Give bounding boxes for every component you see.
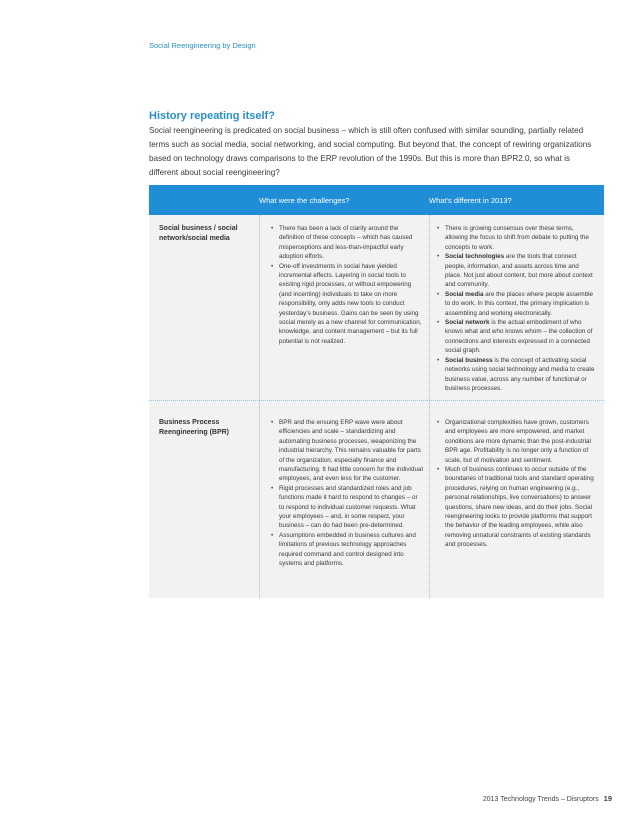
list-item: • Social media are the places where people assemble to do work. In this context, the primary implication is assembling and working electronically. bbox=[437, 290, 594, 317]
list-item: • Social network is the actual embodiment of who knows what and who knows whom – the collection of connections and interests expressed in a connected social graph. bbox=[437, 319, 593, 355]
list-item: • Rigid processes and standardized roles and job functions made it hard to respond to changes – or to respond to individual customer requests. What your employees – and, in some respect, your business – can do had been pre-determined. bbox=[271, 484, 418, 530]
list-item: • There has been a lack of clarity around the definition of these concepts – which has caused misperceptions and less-than-impactful early adoption efforts. bbox=[271, 225, 413, 261]
row-divider bbox=[149, 400, 604, 401]
comparison-table bbox=[149, 185, 604, 598]
row1-challenges bbox=[271, 224, 424, 346]
term: Social business bbox=[445, 356, 493, 364]
list-item: • Social technologies are the tools that connect people, information, and assets across time and place. Not just about content, but more about context and community. bbox=[437, 253, 593, 289]
header-challenges: What were the challenges? bbox=[259, 196, 350, 205]
running-head: Social Reengineering by Design bbox=[149, 41, 256, 50]
list-item: • One-off investments in social have yielded incremental effects. Layering in social tools to existing rigid processes, or without empowering (and incenting) individuals to take on more responsibility, only adds new tools to conduct yesterday’s business. Gains can be seen by using social merely as a new channel for communication, knowledge, and content management – but its full potential is not realized. bbox=[271, 262, 422, 345]
list-item: • Social business is the concept of activating social networks using social technology and media to create business value, across any number of functional or business processes. bbox=[437, 356, 595, 392]
list-item: • Much of business continues to occur outside of the boundaries of traditional tools and standard operating procedures, relying on human engineering (e.g., personal relationships, live conversations) to answer questions, share new ideas, and do their jobs. Social reengineering looks to provide platforms that support the behavior of the leading employees, while also removing unnatural constraints of existing standards and processes. bbox=[437, 466, 594, 549]
column-divider bbox=[429, 215, 430, 598]
row2-different bbox=[437, 418, 597, 550]
term: Social network bbox=[445, 319, 490, 327]
term: Social media bbox=[445, 290, 484, 298]
list-item: • Organizational complexities have grown, customers and employees are more empowered, and market conditions are more dynamic than the post-industrial BPR age. Profitability is no longer only a function of scale, but of motivation and sentiment. bbox=[437, 419, 591, 464]
row2-challenges bbox=[271, 418, 424, 569]
intro-paragraph bbox=[149, 124, 601, 180]
row-label-social-business: Social business / social network/social media bbox=[159, 225, 238, 242]
section-title: History repeating itself? bbox=[149, 110, 275, 122]
intro-text: Social reengineering is predicated on social business – which is still often confused with similar sounding, partially related terms such as social media, social networking, and social computing. But beyond that, the concept of rewiring organizations based on technology draws comparisons to the ERP revolution of the 1990s. But this is more than BPR2.0, so what is different about social reengineering? bbox=[149, 126, 592, 177]
header-different: What’s different in 2013? bbox=[429, 196, 512, 205]
term: Social technologies bbox=[445, 253, 505, 261]
row1-different bbox=[437, 224, 597, 393]
row-label-bpr: Business Process Reengineering (BPR) bbox=[159, 419, 230, 436]
footer-text: 2013 Technology Trends – Disruptors bbox=[482, 796, 599, 803]
table-header bbox=[149, 185, 604, 215]
column-divider bbox=[259, 215, 260, 598]
list-item: • There is growing consensus over these terms, allowing the focus to shift from debate to putting the concepts to work. bbox=[437, 225, 589, 251]
list-item: • BPR and the ensuing ERP wave were about efficiencies and scale – standardizing and automating business processes, weaponizing the industrial hierarchy. This remains valuable for parts of the organization, especially finance and manufacturing. It had little concern for the individual employees, and even less for the customer. bbox=[271, 419, 423, 483]
page-number: 19 bbox=[603, 794, 612, 803]
page-footer bbox=[483, 794, 612, 803]
list-item: • Assumptions embedded in business cultures and limitations of previous technology approaches required command and control designed into systems and platforms. bbox=[271, 531, 416, 568]
